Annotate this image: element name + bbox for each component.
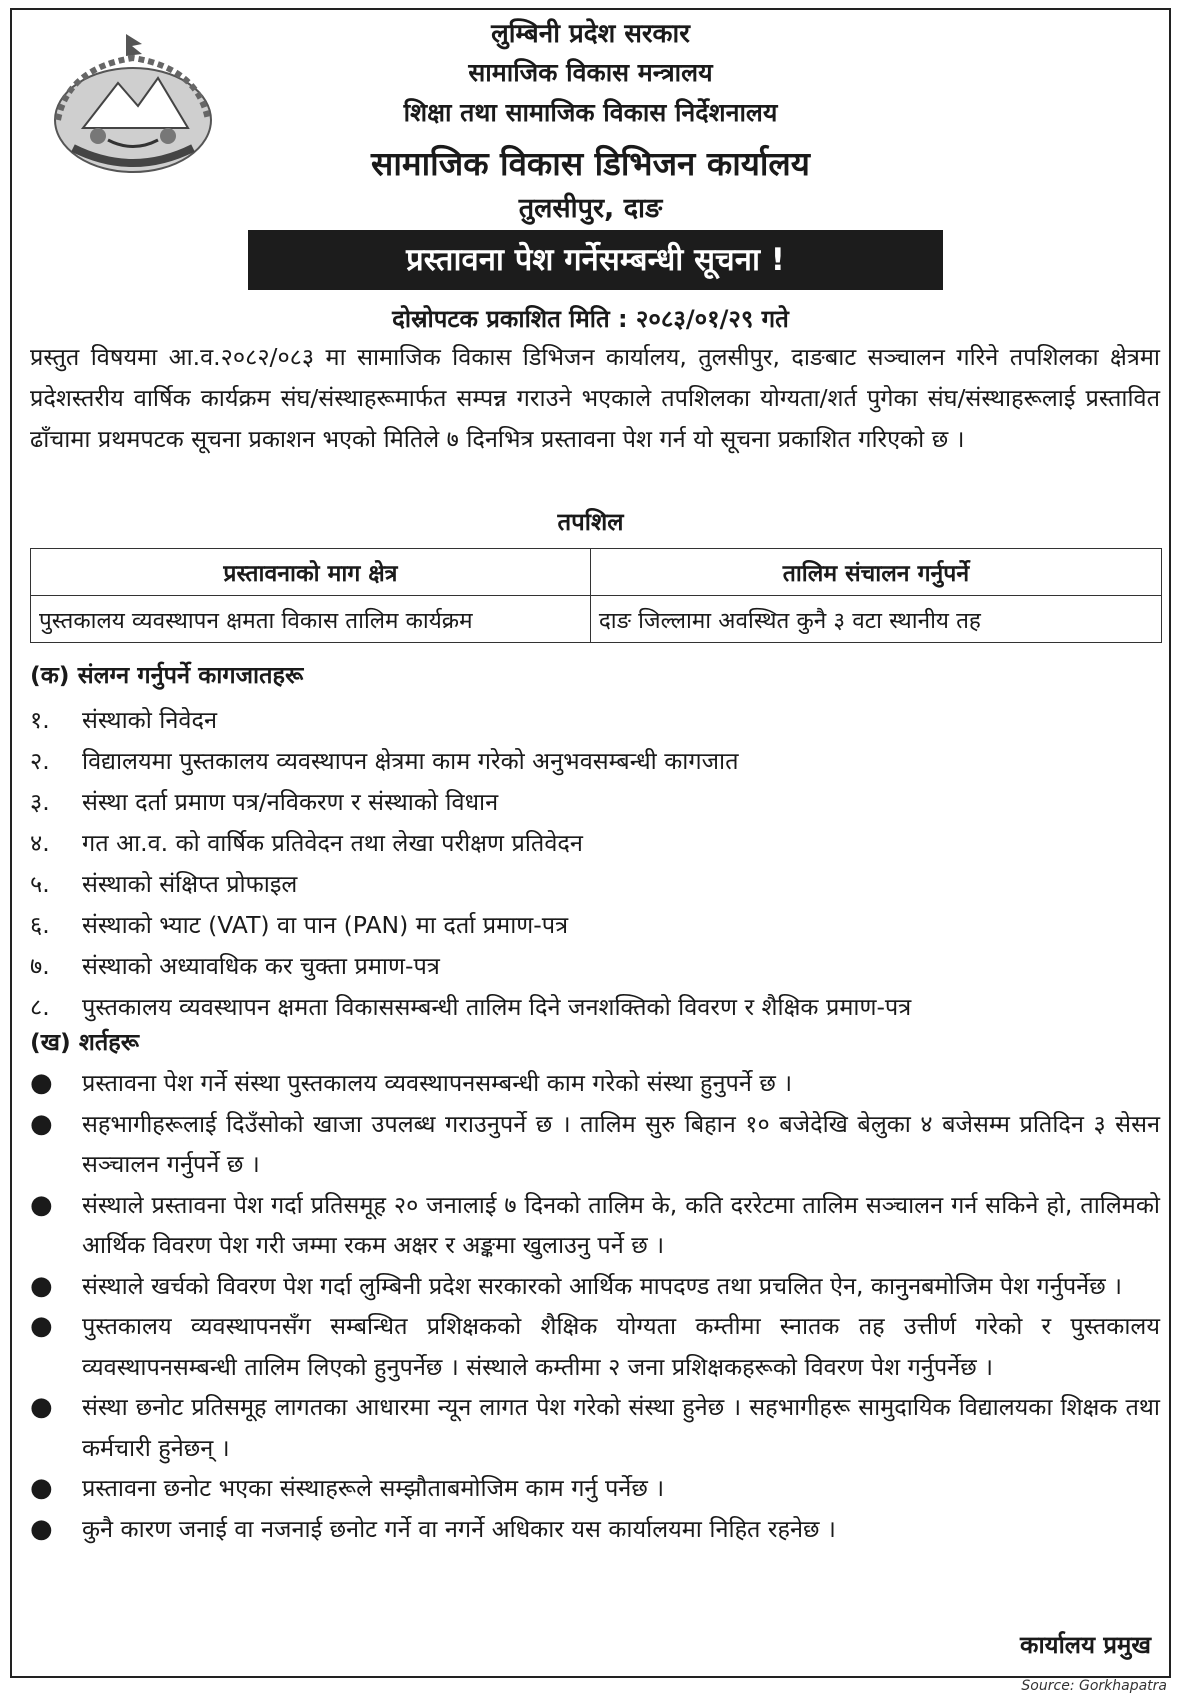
item-number: २. — [30, 747, 50, 775]
term-text: सहभागीहरूलाई दिउँसोको खाजा उपलब्ध गराउनुपर्ने छ । तालिम सुरु बिहान १० बजेदेखि बेलुका ४ बजेसम्म प्रतिदिन ३ सेसन सञ्चालन गर्नुपर्ने छ । — [82, 1109, 1160, 1178]
item-number: ६. — [30, 911, 50, 939]
list-item — [30, 1306, 1160, 1387]
publish-date: दोस्रोपटक प्रकाशित मिति : २०८३/०१/२९ गते — [392, 305, 789, 333]
intro-paragraph: प्रस्तुत विषयमा आ.व.२०८२/०८३ मा सामाजिक विकास डिभिजन कार्यालय, तुलसीपुर, दाङबाट सञ्चालन गरिने तपशिलका क्षेत्रमा प्रदेशस्तरीय वार्षिक कार्यक्रम संघ/संस्थाहरूमार्फत सम्पन्न गराउने भएकाले तपशिलका योग्यता/शर्त पुगेका संघ/संस्थाहरूलाई प्रस्तावित ढाँचामा प्रथमपटक सूचना प्रकाशन भएको मितिले ७ दिनभित्र प्रस्तावना पेश गर्न यो सूचना प्रकाशित गरिएको छ । — [30, 343, 1160, 453]
item-number: १. — [30, 706, 50, 734]
list-item — [30, 864, 1160, 905]
directorate-name: शिक्षा तथा सामाजिक विकास निर्देशनालय — [403, 98, 778, 127]
documents-list — [30, 700, 1160, 1028]
item-text: विद्यालयमा पुस्तकालय व्यवस्थापन क्षेत्रमा काम गरेको अनुभवसम्बन्धी कागजात — [82, 747, 739, 775]
item-text: संस्था दर्ता प्रमाण पत्र/नविकरण र संस्थाको विधान — [82, 788, 499, 816]
notice-title: प्रस्तावना पेश गर्नेसम्बन्धी सूचना ! — [248, 230, 943, 290]
term-text: प्रस्तावना पेश गर्ने संस्था पुस्तकालय व्यवस्थापनसम्बन्धी काम गरेको संस्था हुनुपर्ने छ । — [82, 1069, 793, 1097]
schedule-heading: तपशिल — [557, 508, 624, 536]
schedule-table — [30, 548, 1162, 643]
list-item — [30, 987, 1160, 1028]
ministry-name: सामाजिक विकास मन्त्रालय — [468, 58, 713, 87]
list-item — [30, 946, 1160, 987]
list-item — [30, 1509, 1160, 1550]
list-item — [30, 782, 1160, 823]
table-header-row — [31, 549, 1162, 596]
cell-area: पुस्तकालय व्यवस्थापन क्षमता विकास तालिम कार्यक्रम — [31, 596, 591, 643]
terms-list — [30, 1063, 1160, 1549]
item-text: पुस्तकालय व्यवस्थापन क्षमता विकाससम्बन्धी तालिम दिने जनशक्तिको विवरण र शैक्षिक प्रमाण-पत्र — [82, 993, 912, 1021]
list-item — [30, 905, 1160, 946]
term-text: संस्थाले प्रस्तावना पेश गर्दा प्रतिसमूह २० जनालाई ७ दिनको तालिम के, कति दररेटमा तालिम सञ्चालन गर्न सकिने हो, तालिमको आर्थिक विवरण पेश गरी जम्मा रकम अक्षर र अङ्कमा खुलाउनु पर्ने छ । — [82, 1190, 1160, 1259]
item-text: संस्थाको अध्यावधिक कर चुक्ता प्रमाण-पत्र — [82, 952, 440, 980]
column-header-location: तालिम संचालन गर्नुपर्ने — [590, 549, 1161, 596]
list-item — [30, 1104, 1160, 1185]
bullet-icon: ● — [30, 1189, 53, 1220]
bullet-icon: ● — [30, 1513, 53, 1544]
gov-name: लुम्बिनी प्रदेश सरकार — [491, 19, 690, 49]
item-text: संस्थाको निवेदन — [82, 706, 217, 734]
list-item — [30, 1387, 1160, 1468]
bullet-icon: ● — [30, 1473, 53, 1503]
list-item — [30, 823, 1160, 864]
list-item — [30, 1185, 1160, 1266]
office-location: तुलसीपुर, दाङ — [518, 193, 663, 224]
term-text: संस्था छनोट प्रतिसमूह लागतका आधारमा न्यून लागत पेश गरेको संस्था हुनेछ । सहभागीहरू सामुदायिक विद्यालयका शिक्षक तथा कर्मचारी हुनेछन् । — [82, 1393, 1160, 1462]
term-text: प्रस्तावना छनोट भएका संस्थाहरूले सम्झौताबमोजिम काम गर्नु पर्नेछ । — [82, 1474, 665, 1502]
terms-heading: (ख) शर्तहरू — [30, 1028, 139, 1056]
item-number: ४. — [30, 829, 50, 857]
bullet-icon: ● — [30, 1392, 53, 1422]
bullet-icon: ● — [30, 1270, 53, 1301]
item-text: संस्थाको संक्षिप्त प्रोफाइल — [82, 870, 298, 898]
item-number: ५. — [30, 870, 50, 898]
cell-location: दाङ जिल्लामा अवस्थित कुनै ३ वटा स्थानीय तह — [590, 596, 1161, 643]
item-text: गत आ.व. को वार्षिक प्रतिवेदन तथा लेखा परीक्षण प्रतिवेदन — [82, 829, 583, 857]
table-row — [31, 596, 1162, 643]
source-credit: Source: Gorkhapatra — [1021, 1678, 1167, 1694]
item-number: ३. — [30, 788, 50, 816]
list-item — [30, 1063, 1160, 1104]
term-text: कुनै कारण जनाई वा नजनाई छनोट गर्ने वा नगर्ने अधिकार यस कार्यालयमा निहित रहनेछ । — [82, 1514, 836, 1543]
bullet-icon: ● — [30, 1068, 53, 1098]
documents-heading: (क) संलग्न गर्नुपर्ने कागजातहरू — [30, 661, 304, 689]
list-item — [30, 700, 1160, 741]
item-text: संस्थाको भ्याट (VAT) वा पान (PAN) मा दर्ता प्रमाण-पत्र — [82, 911, 569, 939]
list-item — [30, 741, 1160, 782]
list-item — [30, 1266, 1160, 1307]
item-number: ८. — [30, 993, 50, 1021]
term-text: संस्थाले खर्चको विवरण पेश गर्दा लुम्बिनी प्रदेश सरकारको आर्थिक मापदण्ड तथा प्रचलित ऐन, कानुनबमोजिम पेश गर्नुपर्नेछ । — [82, 1271, 1123, 1300]
signature-office-chief: कार्यालय प्रमुख — [1020, 1631, 1151, 1659]
list-item — [30, 1468, 1160, 1509]
bullet-icon: ● — [30, 1108, 53, 1139]
bullet-icon: ● — [30, 1311, 53, 1341]
column-header-area: प्रस्तावनाको माग क्षेत्र — [31, 549, 591, 596]
term-text: पुस्तकालय व्यवस्थापनसँग सम्बन्धित प्रशिक्षकको शैक्षिक योग्यता कम्तीमा स्नातक तह उत्तीर्ण गरेको र पुस्तकालय व्यवस्थापनसम्बन्धी तालिम लिएको हुनुपर्नेछ । संस्थाले कम्तीमा २ जना प्रशिक्षकहरूको विवरण पेश गर्नुपर्नेछ । — [82, 1312, 1160, 1381]
office-name: सामाजिक विकास डिभिजन कार्यालय — [371, 144, 810, 183]
item-number: ७. — [30, 952, 50, 980]
